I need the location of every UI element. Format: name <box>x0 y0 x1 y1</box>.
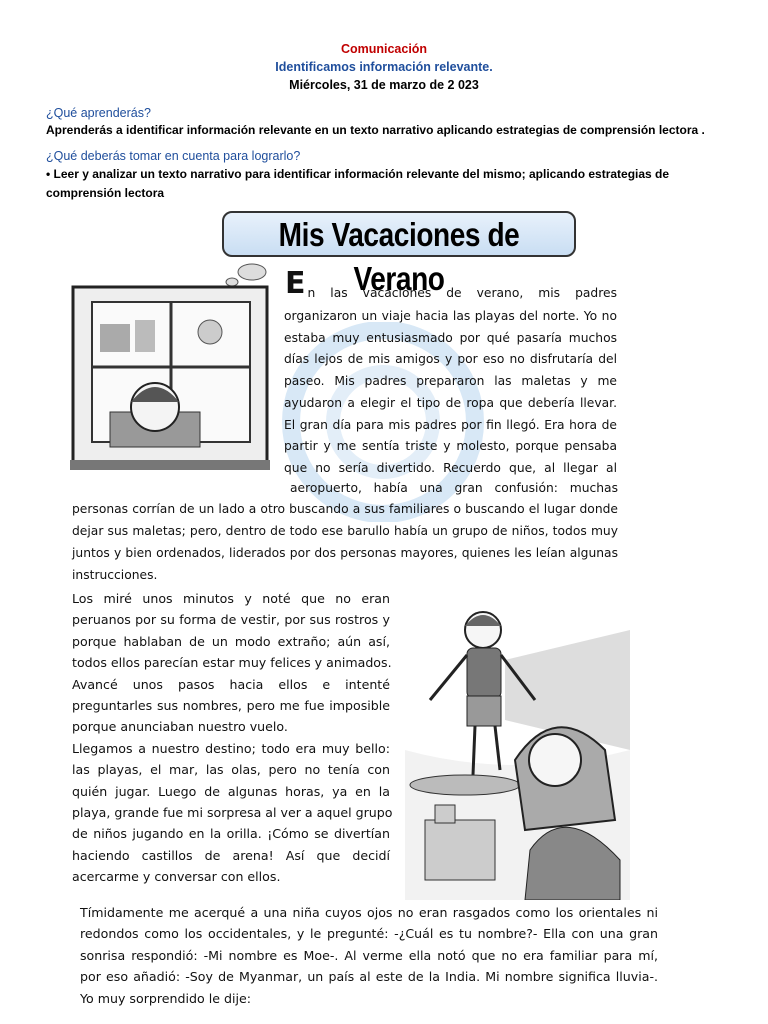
story-line: Avancé unos pasos hacia ellos e intenté <box>72 676 390 692</box>
story-line: Tímidamente me acerqué a una niña cuyos ojos no eran rasgados como los orientales ni <box>80 905 658 920</box>
girl-head <box>529 734 581 786</box>
story-block-1 <box>285 266 617 304</box>
drop-cap: E <box>285 266 306 301</box>
story-line-airport <box>290 478 618 500</box>
story-line: Yo muy sorprendido le dije: <box>80 990 251 1006</box>
story-line: peruanos por su forma de vestir, por sus rostros y <box>72 612 390 628</box>
story-line: dejar sus maletas; pero, dentro de todo ese barullo había un grupo de niños, todos muy <box>72 524 618 538</box>
thought-bubble <box>238 264 266 280</box>
story-line: juntos y bien ordenados, liderados por dos personas mayores, quienes les leían algunas <box>72 546 618 560</box>
story-line: acercarme y conversar con ellos. <box>72 869 281 885</box>
criteria-question: ¿Qué deberás tomar en cuenta para lograrlo? <box>46 149 301 163</box>
story-line: estaba muy entusiasmado por qué pasaría muchos <box>284 330 617 345</box>
topic-title: Identificamos información relevante. <box>275 60 493 74</box>
story-block-2 <box>72 498 618 586</box>
boy-at-window-illustration <box>70 262 270 477</box>
story-line: porque hablaban de un modo extraño; aún así, <box>72 633 390 649</box>
story-line: instrucciones. <box>72 568 158 582</box>
learning-question: ¿Qué aprenderás? <box>46 106 151 120</box>
subject-title: Comunicación <box>340 42 428 56</box>
story-line: todos ellos parecían estar muy felices y animados. <box>72 655 392 671</box>
story-line: haciendo castillos de arena! Así que decidí <box>72 847 390 863</box>
date-line: Miércoles, 31 de marzo de 2 023 <box>289 78 479 92</box>
story-line: paseo. Mis padres prepararon las maletas y me <box>284 374 617 389</box>
story-line: ayudaron a elegir el tipo de ropa que debería llevar. <box>284 395 617 410</box>
story-block-4 <box>80 902 658 1009</box>
story-line: porque anunciaban nuestro vuelo. <box>72 719 288 735</box>
story-block-3 <box>72 588 393 888</box>
story-line: personas corrían de un lado a otro buscando a sus familiares o buscando el lugar donde <box>72 502 618 516</box>
story-line: playa, grande fue mi sorpresa al ver a aquel grupo <box>72 805 393 821</box>
story-line: redondos como los occidentales, y le pregunté: -¿Cuál es tu nombre?- Ella con una gran <box>80 926 658 942</box>
story-line: sonrisa respondió: -Mi nombre es Moe-. Al verme ella notó que no era familiar para mí, <box>80 947 658 963</box>
story-line: las playas, el mar, las olas, pero no tenía con <box>72 762 390 778</box>
learning-text: Aprenderás a identificar información relevante en un texto narrativo aplicando estrategias de comprensión lectora . <box>46 123 705 137</box>
story-line: quién jugar. Luego de algunas horas, ya en la <box>72 783 390 799</box>
story-line: Los miré unos minutos y noté que no eran <box>72 591 390 606</box>
story-block-1-rest <box>284 306 617 480</box>
story-line: días lejos de mis amigos y por eso no disfrutaría del <box>284 352 617 367</box>
story-line: El gran día para mis padres por fin llegó. Era hora de <box>284 417 617 432</box>
story-title: Mis Vacaciones de Verano <box>278 216 520 297</box>
story-line: organizaron un viaje hacia las playas del norte. Yo no <box>284 309 617 323</box>
criteria-text: • Leer y analizar un texto narrativo para identificar información relevante del mismo; aplicando estrategias de comprensión lectora <box>46 167 670 200</box>
story-line: n las vacaciones de verano, mis padres <box>307 286 617 300</box>
story-line: por eso añadió: -Soy de Myanmar, un país al este de la India. Mi nombre significa lluvia-. <box>80 969 658 985</box>
story-line: que no sería divertido. Recuerdo que, al llegar al <box>284 460 617 475</box>
story-line: Llegamos a nuestro destino; todo era muy bello: <box>72 740 390 756</box>
story-line: partir y me sentía triste y molesto, porque pensaba <box>284 439 617 454</box>
story-line: de niños jugando en la orilla. ¡Cómo se divertían <box>72 826 390 842</box>
story-line: preguntarles sus nombres, pero me fue imposible <box>72 698 390 714</box>
children-beach-illustration <box>405 600 630 900</box>
story-line: aeropuerto, había una gran confusión: muchas <box>290 481 618 495</box>
